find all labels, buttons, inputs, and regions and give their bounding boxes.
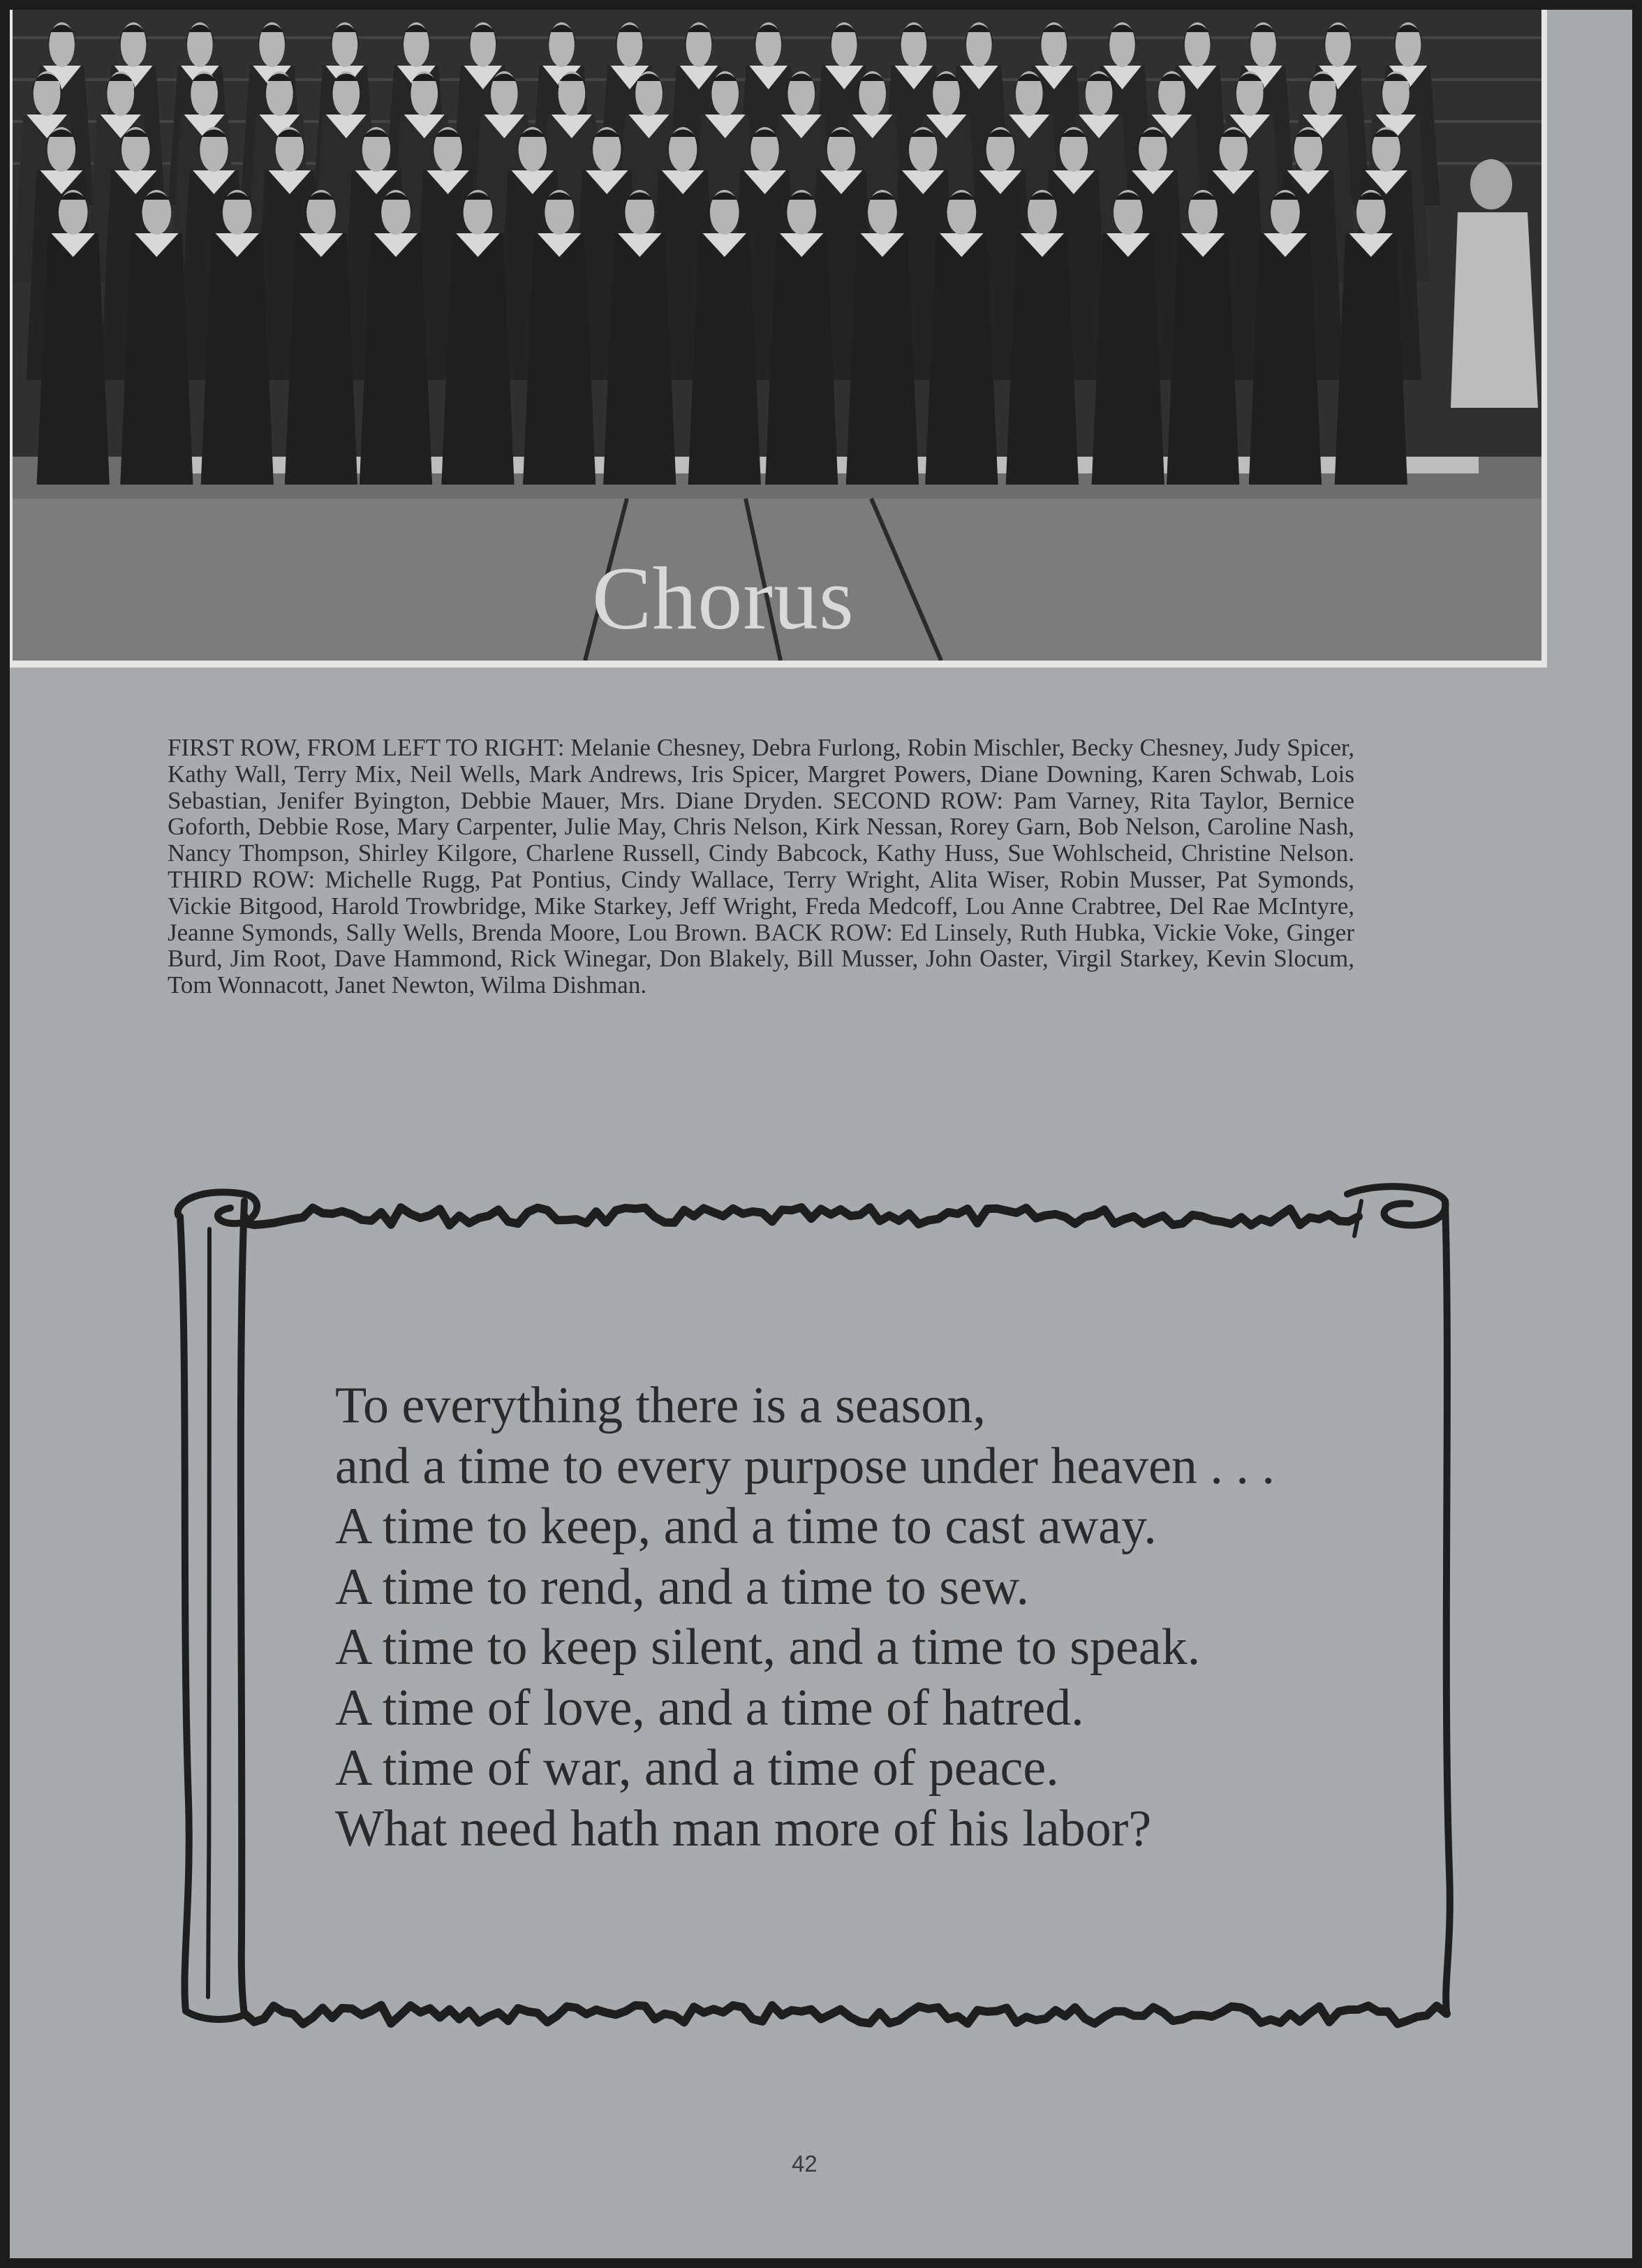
- choir-robe: [37, 233, 110, 485]
- verse-line: What need hath man more of his labor?: [335, 1799, 1152, 1857]
- verse-line: A time to keep, and a time to cast away.: [335, 1498, 1157, 1555]
- verse-line: and a time to every purpose under heaven . . .: [335, 1437, 1275, 1495]
- verse-line: A time of war, and a time of peace.: [335, 1739, 1059, 1797]
- choir-robe: [441, 233, 514, 485]
- director-face: [1470, 159, 1512, 209]
- photo-title: Chorus: [592, 549, 855, 648]
- page-number: 42: [792, 2151, 818, 2177]
- scripture-verse: [335, 1376, 1424, 1859]
- verse-line: A time to rend, and a time to sew.: [335, 1558, 1029, 1616]
- choir-robe: [925, 233, 998, 485]
- photo-caption: FIRST ROW, FROM LEFT TO RIGHT: Melanie Chesney, Debra Furlong, Robin Mischler, Becky Chesney, Judy Spicer, Kathy Wall, Terry Mix, Neil Wells, Mark Andrews, Iris Spicer, Margret Powers, Diane Downing, Karen Schwab, Lois Sebastian, Jenifer Byington, Debbie Mauer, Mrs. Diane Dryden. SECOND ROW: Pam Varney, Rita Taylor, Bernice Goforth, Debbie Rose, Mary Carpenter, Julie May, Chris Nelson, Kirk Nessan, Rorey Garn, Bob Nelson, Caroline Nash, Nancy Thompson, Shirley Kilgore, Charlene Russell, Cindy Babcock, Kathy Huss, Sue Wohlscheid, Christine Nelson. THIRD ROW: Michelle Rugg, Pat Pontius, Cindy Wallace, Terry Wright, Alita Wiser, Robin Musser, Pat Symonds, Vickie Bitgood, Harold Trowbridge, Mike Starkey, Jeff Wright, Freda Medcoff, Lou Anne Crabtree, Del Rae McIntyre, Jeanne Symonds, Sally Wells, Brenda Moore, Lou Brown. BACK ROW: Ed Linsely, Ruth Hubka, Vickie Voke, Ginger Burd, Jim Root, Dave Hammond, Rick Winegar, Don Blakely, Bill Musser, John Oaster, Virgil Starkey, Kevin Slocum, Tom Wonnacott, Janet Newton, Wilma Dishman.: [168, 734, 1354, 999]
- choir-robe: [120, 233, 193, 485]
- chorus-photo-frame: [10, 10, 1547, 668]
- choir-robe: [1167, 233, 1239, 485]
- choir-robe: [1335, 233, 1407, 485]
- choir-robe: [523, 233, 596, 485]
- choir-robe: [201, 233, 274, 485]
- verse-line: A time to keep silent, and a time to speak.: [335, 1619, 1201, 1676]
- choir-robe: [846, 233, 919, 485]
- choir-robe: [765, 233, 838, 485]
- director-figure: [1451, 212, 1538, 408]
- choir-robe: [688, 233, 761, 485]
- choir-robe: [1006, 233, 1079, 485]
- verse-line: A time of love, and a time of hatred.: [335, 1679, 1084, 1737]
- choir-robe: [1092, 233, 1164, 485]
- choir-robe: [360, 233, 432, 485]
- choir-robe: [1249, 233, 1322, 485]
- choir-robe: [603, 233, 676, 485]
- chorus-group-photo: [13, 10, 1541, 661]
- choir-robe: [285, 233, 357, 485]
- verse-line: To everything there is a season,: [335, 1377, 986, 1434]
